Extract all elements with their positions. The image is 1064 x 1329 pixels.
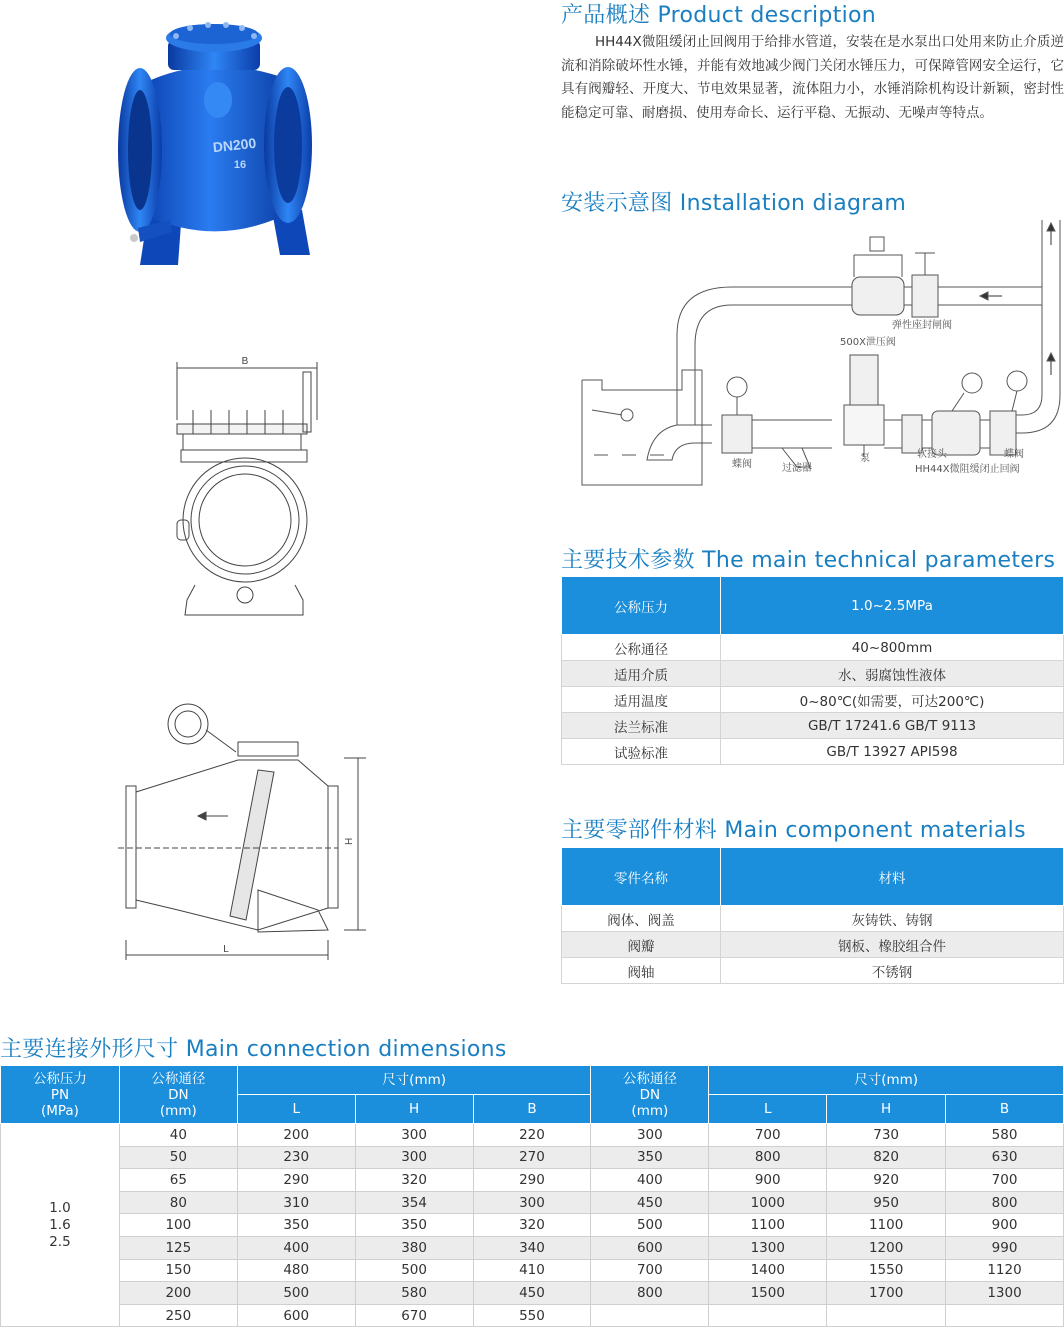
cell: 800 xyxy=(591,1282,709,1305)
cell: 340 xyxy=(473,1236,591,1259)
label-gate-valve: 弹性座封闸阀 xyxy=(892,320,952,331)
param-name: 公称压力 xyxy=(562,577,721,635)
header-b: B xyxy=(473,1095,591,1124)
param-value: GB/T 13927 API598 xyxy=(721,739,1064,765)
cell: 820 xyxy=(827,1146,946,1169)
table-row xyxy=(562,687,1064,713)
cell: 500 xyxy=(237,1282,355,1305)
cell: 670 xyxy=(355,1304,473,1327)
cell: 290 xyxy=(237,1169,355,1192)
cell: 220 xyxy=(473,1124,591,1147)
param-value: 水、弱腐蚀性液体 xyxy=(721,661,1064,687)
header-l: L xyxy=(237,1095,355,1124)
table-row xyxy=(1,1146,1064,1169)
table-row xyxy=(562,848,1064,906)
cell: 290 xyxy=(473,1169,591,1192)
cell: 580 xyxy=(355,1282,473,1305)
cell: 600 xyxy=(591,1236,709,1259)
param-value: 40~800mm xyxy=(721,635,1064,661)
cell: 450 xyxy=(473,1282,591,1305)
param-value: 1.0~2.5MPa xyxy=(721,577,1064,635)
cell: 700 xyxy=(946,1169,1064,1192)
table-row xyxy=(1,1124,1064,1147)
cell: 250 xyxy=(119,1304,237,1327)
table-row xyxy=(562,906,1064,932)
cell: 480 xyxy=(237,1259,355,1282)
material: 不锈钢 xyxy=(721,958,1064,984)
cell: 320 xyxy=(473,1214,591,1237)
tech-params-title: 主要技术参数 The main technical parameters xyxy=(561,548,1056,573)
label-butterfly-left: 蝶阀 xyxy=(732,459,752,470)
cell: 410 xyxy=(473,1259,591,1282)
header-l: L xyxy=(709,1095,827,1124)
cell: 730 xyxy=(827,1124,946,1147)
param-name: 适用温度 xyxy=(562,687,721,713)
table-row xyxy=(1,1214,1064,1237)
cell: 350 xyxy=(355,1214,473,1237)
cell: 380 xyxy=(355,1236,473,1259)
cell: 920 xyxy=(827,1169,946,1192)
cell: 400 xyxy=(237,1236,355,1259)
cell: 270 xyxy=(473,1146,591,1169)
param-name: 试验标准 xyxy=(562,739,721,765)
valve-dn-marking: DN200 xyxy=(211,134,257,156)
cell: 40 xyxy=(119,1124,237,1147)
valve-product-photo xyxy=(110,10,310,270)
table-row xyxy=(1,1259,1064,1282)
cell: 350 xyxy=(237,1214,355,1237)
cell xyxy=(591,1304,709,1327)
label-soft-joint: 软接头 xyxy=(917,449,947,460)
cell: 200 xyxy=(237,1124,355,1147)
cell: 125 xyxy=(119,1236,237,1259)
cell: 800 xyxy=(709,1146,827,1169)
param-name: 公称通径 xyxy=(562,635,721,661)
cell: 1700 xyxy=(827,1282,946,1305)
label-butterfly-right: 蝶阀 xyxy=(1004,449,1024,460)
cell: 1300 xyxy=(709,1236,827,1259)
part-name-header: 零件名称 xyxy=(562,848,721,906)
cell: 900 xyxy=(709,1169,827,1192)
header-pn: 公称压力 PN (MPa) xyxy=(1,1066,120,1124)
cell: 1100 xyxy=(827,1214,946,1237)
cell: 1500 xyxy=(709,1282,827,1305)
valve-pn-marking: 16 xyxy=(233,159,247,171)
cell: 550 xyxy=(473,1304,591,1327)
cell: 320 xyxy=(355,1169,473,1192)
table-row xyxy=(562,577,1064,635)
cell: 50 xyxy=(119,1146,237,1169)
dim-label-l: L xyxy=(223,944,229,955)
header-dn-right: 公称通径 DN (mm) xyxy=(591,1066,709,1124)
cell: 300 xyxy=(473,1191,591,1214)
cell: 580 xyxy=(946,1124,1064,1147)
cell: 1120 xyxy=(946,1259,1064,1282)
param-value: 0~80℃(如需要，可达200℃) xyxy=(721,687,1064,713)
cell xyxy=(946,1304,1064,1327)
param-value: GB/T 17241.6 GB/T 9113 xyxy=(721,713,1064,739)
cell: 354 xyxy=(355,1191,473,1214)
materials-table xyxy=(561,847,1064,984)
label-check-valve: HH44X微阻缓闭止回阀 xyxy=(915,464,1020,475)
pn-values: 1.0 1.6 2.5 xyxy=(1,1124,120,1327)
cell: 900 xyxy=(946,1214,1064,1237)
table-row xyxy=(1,1304,1064,1327)
installation-diagram-title: 安装示意图 Installation diagram xyxy=(561,191,907,216)
product-description-text: HH44X微阻缓闭止回阀用于给排水管道，安装在是水泵出口处用来防止介质逆流和消除破坏性水锤，并能有效地减少阀门关闭水锤压力，可保障管网安全运行，它具有阀瓣轻、开度大、节电效果显著，流体阻力小，水锤消除机构设计新颖，密封性能稳定可靠、耐磨损、使用寿命长、运行平稳、无振动、无噪声等特点。 xyxy=(561,34,1064,121)
dim-label-h: H xyxy=(344,837,355,845)
header-b: B xyxy=(946,1095,1064,1124)
materials-title: 主要零部件材料 Main component materials xyxy=(561,818,1026,843)
cell: 80 xyxy=(119,1191,237,1214)
header-size-right: 尺寸(mm) xyxy=(709,1066,1064,1095)
dimensions-title: 主要连接外形尺寸 Main connection dimensions xyxy=(0,1037,507,1062)
part-name: 阀轴 xyxy=(562,958,721,984)
cell: 700 xyxy=(709,1124,827,1147)
part-name: 阀瓣 xyxy=(562,932,721,958)
table-row xyxy=(1,1236,1064,1259)
cell: 950 xyxy=(827,1191,946,1214)
header-size-left: 尺寸(mm) xyxy=(237,1066,591,1095)
cell: 800 xyxy=(946,1191,1064,1214)
cell: 500 xyxy=(591,1214,709,1237)
cell: 450 xyxy=(591,1191,709,1214)
product-description-title: 产品概述 Product description xyxy=(561,3,877,28)
front-view-drawing xyxy=(165,350,325,620)
label-pump: 泵 xyxy=(860,453,870,464)
cell: 1400 xyxy=(709,1259,827,1282)
cell xyxy=(827,1304,946,1327)
cell: 200 xyxy=(119,1282,237,1305)
table-row xyxy=(562,661,1064,687)
cell: 1000 xyxy=(709,1191,827,1214)
table-row xyxy=(1,1282,1064,1305)
material: 灰铸铁、铸钢 xyxy=(721,906,1064,932)
cell: 990 xyxy=(946,1236,1064,1259)
cell: 600 xyxy=(237,1304,355,1327)
dimensions-table xyxy=(0,1065,1064,1327)
table-header-row xyxy=(1,1066,1064,1095)
cell: 300 xyxy=(355,1146,473,1169)
table-row xyxy=(562,958,1064,984)
cell: 65 xyxy=(119,1169,237,1192)
table-row xyxy=(1,1169,1064,1192)
section-view-drawing xyxy=(118,700,378,962)
param-name: 适用介质 xyxy=(562,661,721,687)
table-row xyxy=(562,635,1064,661)
cell: 300 xyxy=(591,1124,709,1147)
cell: 1300 xyxy=(946,1282,1064,1305)
part-name: 阀体、阀盖 xyxy=(562,906,721,932)
table-row xyxy=(562,932,1064,958)
tech-params-table xyxy=(561,576,1064,765)
cell: 310 xyxy=(237,1191,355,1214)
cell: 400 xyxy=(591,1169,709,1192)
cell: 100 xyxy=(119,1214,237,1237)
cell: 700 xyxy=(591,1259,709,1282)
material: 钢板、橡胶组合件 xyxy=(721,932,1064,958)
installation-diagram xyxy=(572,215,1064,505)
cell xyxy=(709,1304,827,1327)
dim-label-b: B xyxy=(241,356,249,367)
cell: 1100 xyxy=(709,1214,827,1237)
table-row xyxy=(562,739,1064,765)
label-relief-valve: 500X泄压阀 xyxy=(840,337,896,348)
label-filter: 过滤器 xyxy=(782,463,812,474)
cell: 300 xyxy=(355,1124,473,1147)
table-row xyxy=(1,1191,1064,1214)
cell: 350 xyxy=(591,1146,709,1169)
cell: 1200 xyxy=(827,1236,946,1259)
material-header: 材料 xyxy=(721,848,1064,906)
cell: 630 xyxy=(946,1146,1064,1169)
cell: 230 xyxy=(237,1146,355,1169)
header-h: H xyxy=(827,1095,946,1124)
param-name: 法兰标准 xyxy=(562,713,721,739)
header-dn-left: 公称通径 DN (mm) xyxy=(119,1066,237,1124)
table-row xyxy=(562,713,1064,739)
cell: 150 xyxy=(119,1259,237,1282)
cell: 1550 xyxy=(827,1259,946,1282)
cell: 500 xyxy=(355,1259,473,1282)
header-h: H xyxy=(355,1095,473,1124)
